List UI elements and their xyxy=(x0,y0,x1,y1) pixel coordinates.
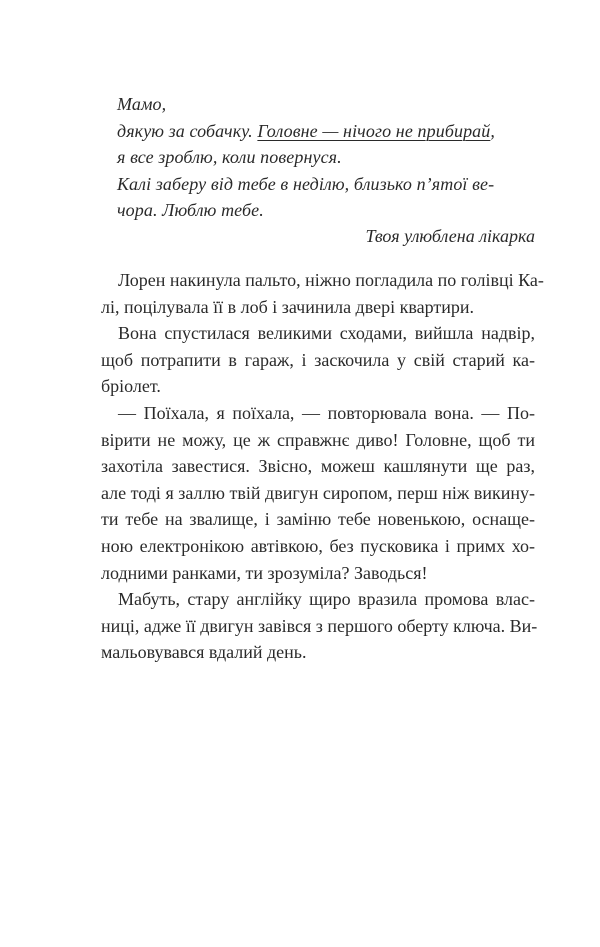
text-line: лодними ранками, ти зрозуміла? Заводься! xyxy=(101,562,428,583)
text-line: — Поїхала, я поїхала, — повторювала вона. — По- xyxy=(118,402,535,423)
text-line: ною електронікою автівкою, без пусковика і примх хо- xyxy=(101,535,535,556)
text-line: Мабуть, стару англійку щиро вразила промова влас- xyxy=(118,589,535,610)
note-underlined-text: Головне — нічого не прибирай xyxy=(257,120,491,141)
text-line: Лорен накинула пальто, ніжно погладила по голівці Ка- xyxy=(118,270,544,290)
body-text xyxy=(101,267,544,666)
text-line: але тоді я заллю твій двигун сиропом, перш ніж викину- xyxy=(101,482,535,503)
note-salutation: Мамо, xyxy=(117,94,167,114)
note-comma: , xyxy=(490,120,495,141)
text-line: захотіла завестися. Звісно, можеш кашлянути ще раз, xyxy=(101,456,535,477)
text-line: мальовувався вдалий день. xyxy=(101,642,307,663)
note-line xyxy=(117,118,535,145)
text-line: щоб потрапити в гараж, і заскочила у свій старий ка- xyxy=(101,349,535,370)
text-line: бріолет. xyxy=(101,376,161,397)
text-line: Вона спустилася великими сходами, вийшла надвір, xyxy=(118,323,535,344)
text-line: вірити не можу, це ж справжнє диво! Головне, щоб ти xyxy=(101,429,535,450)
note-text: дякую за собачку. xyxy=(117,120,258,141)
note-line: чора. Люблю тебе. xyxy=(117,200,264,220)
text-line: ниці, адже її двигун завівся з першого оберту ключа. Ви- xyxy=(101,615,538,636)
note-line: я все зроблю, коли повернуся. xyxy=(117,147,342,167)
note-signature: Твоя улюблена лікарка xyxy=(365,226,535,246)
handwritten-note xyxy=(117,91,535,224)
text-line: лі, поцілувала її в лоб і зачинила двері квартири. xyxy=(101,296,474,317)
note-line: Калі заберу від тебе в неділю, близько п’ятої ве- xyxy=(117,173,495,194)
text-line: ти тебе на звалище, і заміню тебе новенькою, оснаще- xyxy=(101,509,535,530)
